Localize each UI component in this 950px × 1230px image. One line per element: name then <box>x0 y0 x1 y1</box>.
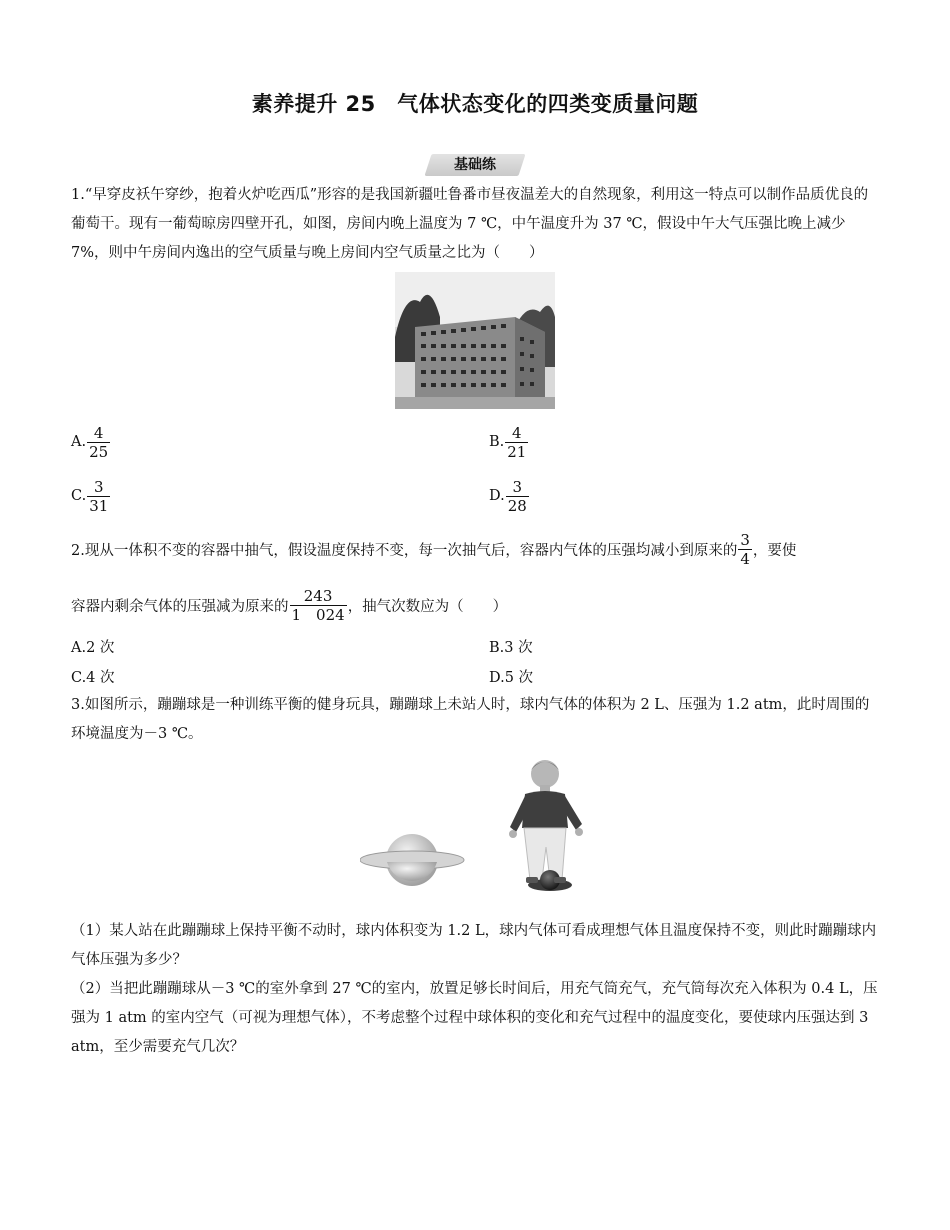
fraction-three-quarters: $\frac{3}{4}$ <box>740 530 750 568</box>
option-fraction: $\frac{3}{28}$ <box>507 477 527 515</box>
option-label: B. <box>489 434 505 450</box>
section-badge <box>428 154 522 176</box>
option-label: A. <box>71 434 87 450</box>
option-fraction: $\frac{3}{31}$ <box>89 477 109 515</box>
question-3-part-2: （2）当把此蹦蹦球从－3 ℃的室外拿到 27 ℃的室内，放置足够长时间后，用充气筒充气，充气筒每次充入体积为 0.4 L，压强为 1 atm 的室内空气（可视为理想气体），不考虑整个过程中球体积的变化和充气过程中的温度变化，要使球内压强达到 3 atm，至少需要充气几次？ <box>71 981 878 1055</box>
option-label: D. <box>489 488 505 504</box>
question-2-line-1: 2.现从一体积不变的容器中抽气，假设温度保持不变，每一次抽气后，容器内气体的压强均减小到原来的 $\frac{3}{4}$ ，要使 <box>71 530 797 568</box>
question-2-line-2: 容器内剩余气体的压强减为原来的 $\frac{243}{1 024}$ ，抽气次数应为（ ） <box>71 586 508 624</box>
drying-house-photo <box>395 272 555 409</box>
q2-option-c[interactable]: C.4 次 <box>71 670 115 686</box>
option-fraction: $\frac{4}{21}$ <box>507 423 527 461</box>
question-1-text: 1.“早穿皮袄午穿纱，抱着火炉吃西瓜”形容的是我国新疆吐鲁番市昼夜温差大的自然现象，利用这一特点可以制作品质优良的葡萄干。现有一葡萄晾房四壁开孔，如图，房间内晚上温度为 7 ℃，中午温度升为 37 ℃，假设中午大气压强比晚上减少 7%，则中午房间内逸出的空气质量与晚上房间内空气质量之比为（ ） <box>71 187 869 261</box>
q2-option-d[interactable]: D.5 次 <box>489 670 534 686</box>
fraction-243-1024: $\frac{243}{1 024}$ <box>291 586 345 624</box>
q1-option-b[interactable] <box>489 422 529 462</box>
question-3-part-1: （1）某人站在此蹦蹦球上保持平衡不动时，球内体积变为 1.2 L，球内气体可看成理想气体且温度保持不变，则此时蹦蹦球内气体压强为多少？ <box>71 923 877 968</box>
option-label: C. <box>71 488 87 504</box>
section-badge-label: 基础练 <box>454 157 496 173</box>
page-title: 素养提升 25 气体状态变化的四类变质量问题 <box>251 92 699 116</box>
q2-option-b[interactable]: B.3 次 <box>489 640 533 656</box>
question-3-text: 3.如图所示，蹦蹦球是一种训练平衡的健身玩具，蹦蹦球上未站人时，球内气体的体积为 2 L、压强为 1.2 atm，此时周围的环境温度为－3 ℃。 <box>71 697 870 742</box>
q1-option-a[interactable] <box>71 422 111 462</box>
q1-option-c[interactable] <box>71 476 111 516</box>
bouncing-ball-figure <box>360 752 590 902</box>
q2-option-a[interactable]: A.2 次 <box>71 640 115 656</box>
q1-option-d[interactable] <box>489 476 530 516</box>
option-fraction: $\frac{4}{25}$ <box>89 423 109 461</box>
